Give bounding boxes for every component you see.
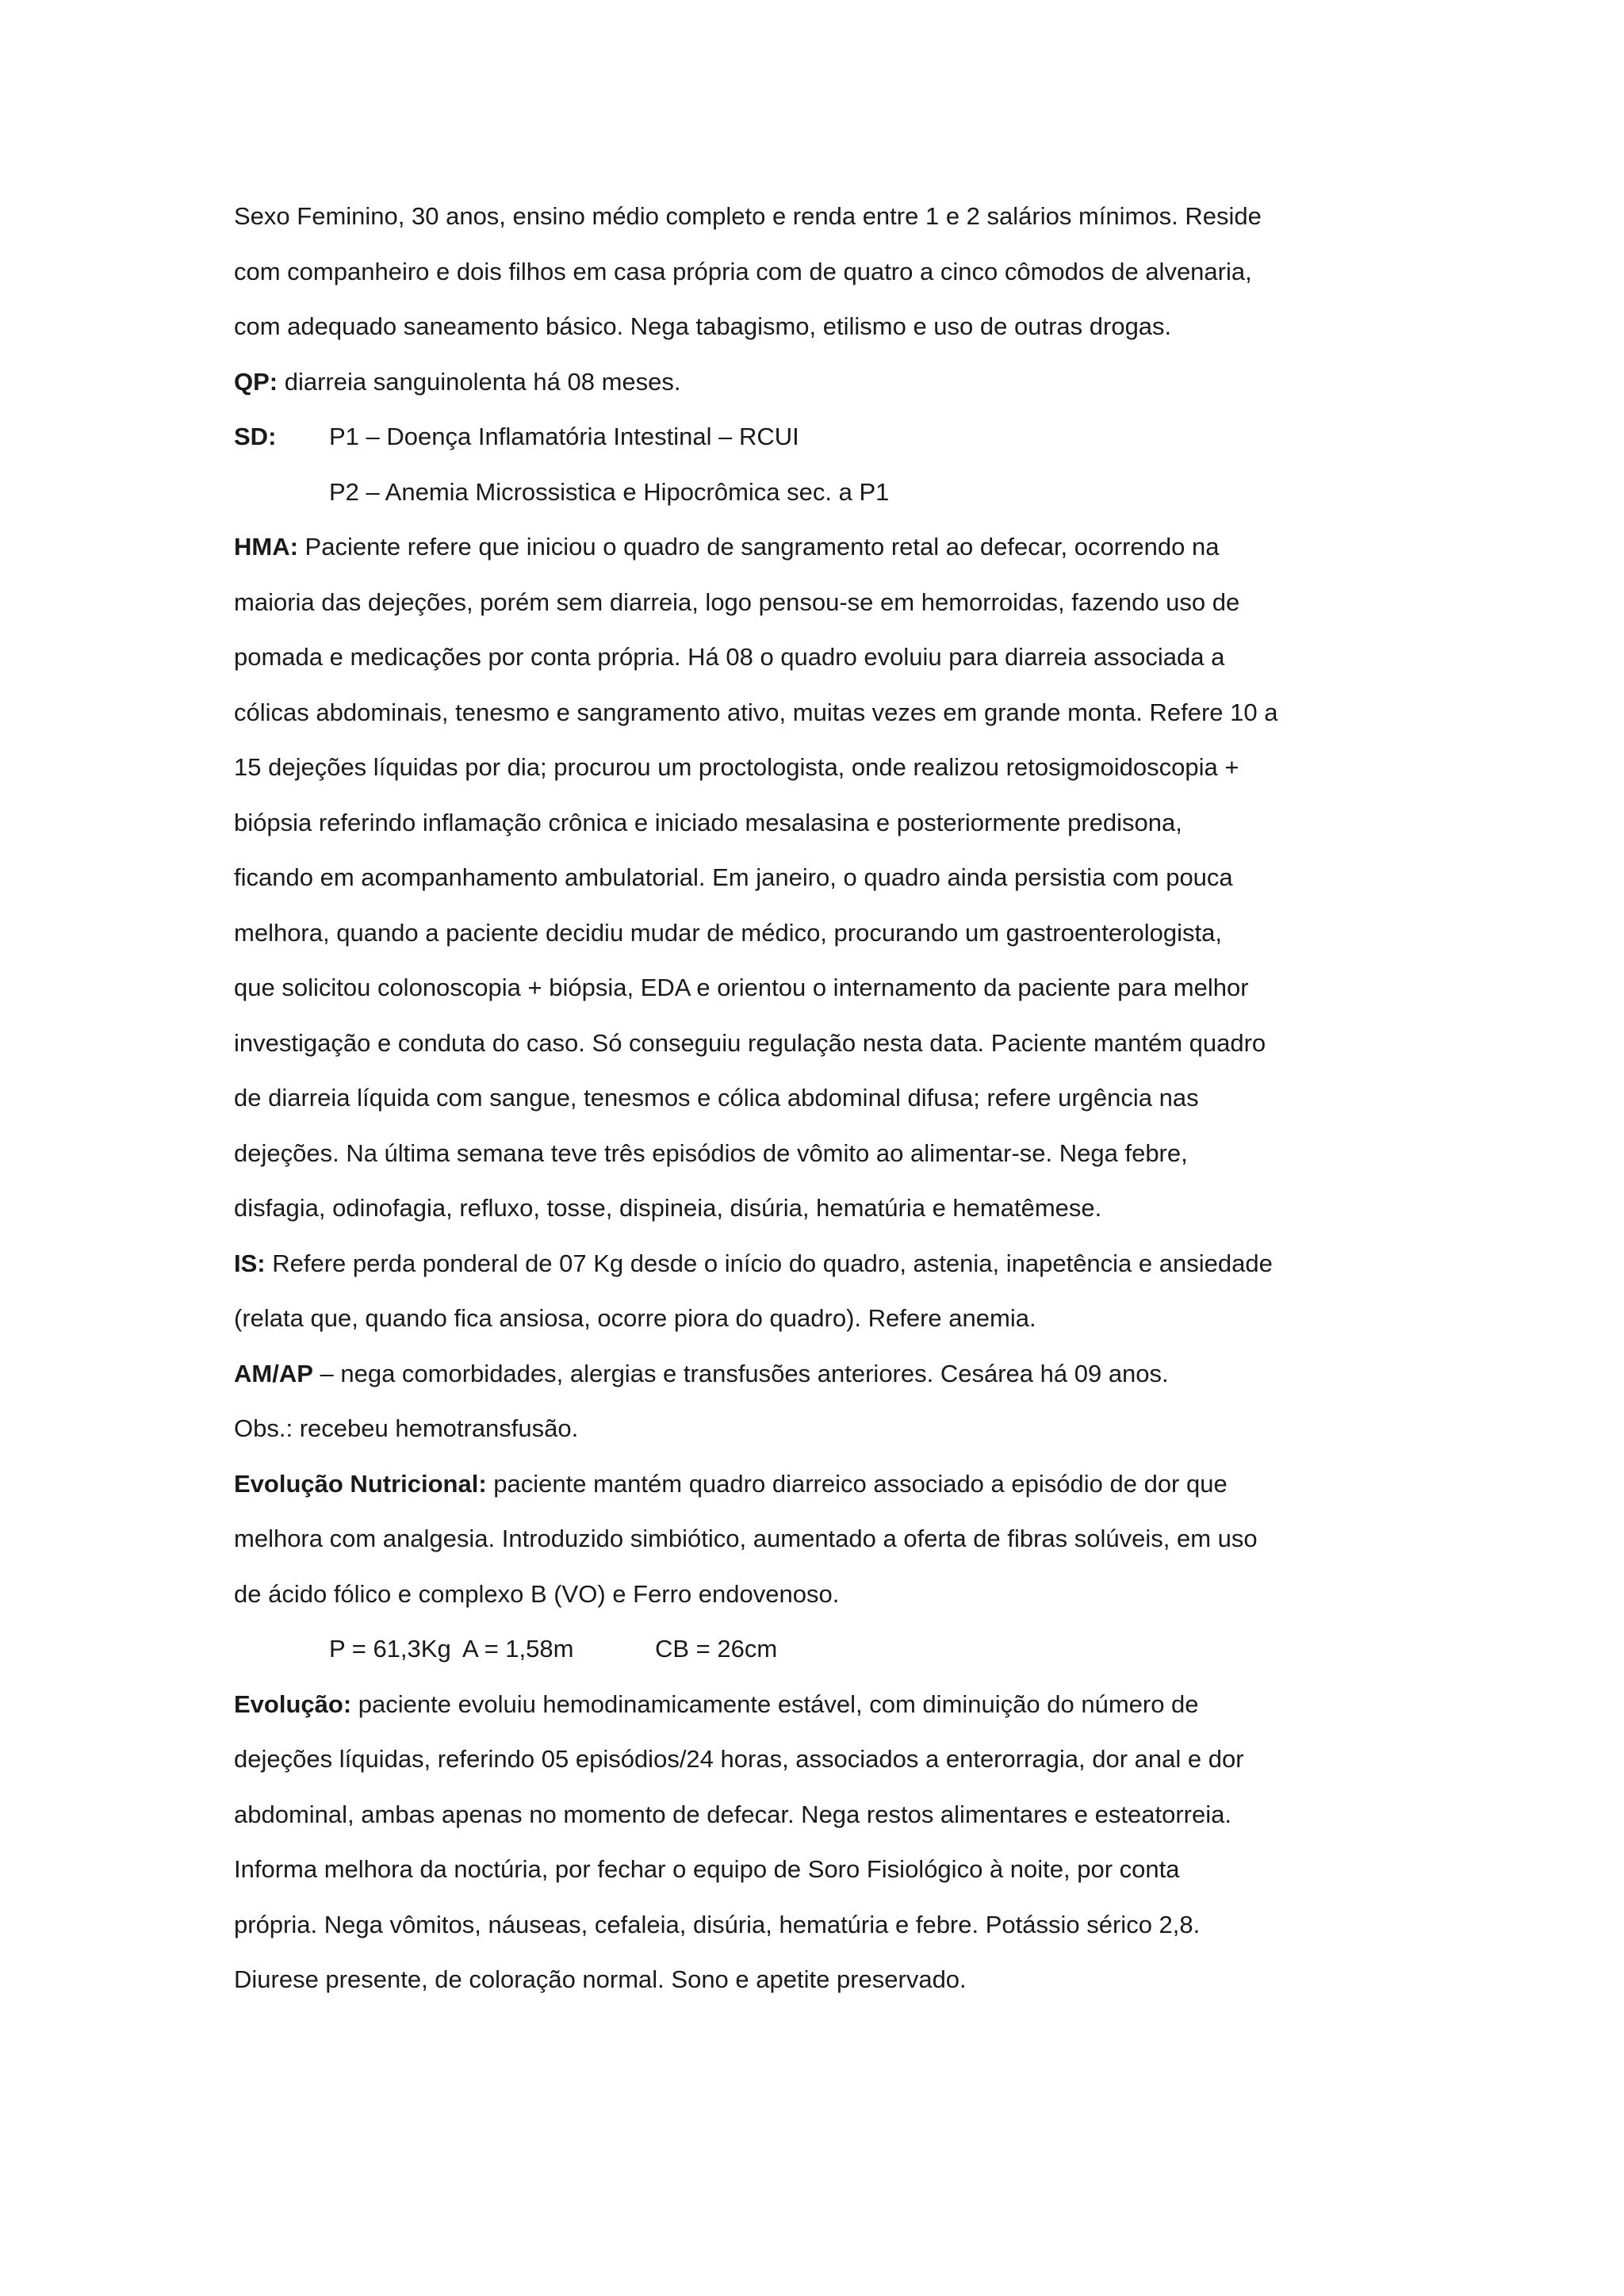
is-section bbox=[234, 1236, 1400, 1346]
nutritional-evolution-label: Evolução Nutricional: bbox=[234, 1469, 487, 1498]
hma-line: maioria das dejeções, porém sem diarreia, logo pensou-se em hemorroidas, fazendo uso de bbox=[234, 587, 1240, 616]
hma-line: cólicas abdominais, tenesmo e sangramento ativo, muitas vezes em grande monta. Refere 10 a bbox=[234, 698, 1278, 726]
clinical-case-document bbox=[234, 189, 1400, 2007]
hma-line: Paciente refere que iniciou o quadro de sangramento retal ao defecar, ocorrendo na bbox=[297, 533, 1220, 561]
sd-section bbox=[234, 409, 1400, 519]
evolution-line: paciente evoluiu hemodinamicamente estável, com diminuição do número de bbox=[351, 1689, 1199, 1718]
is-label: IS: bbox=[234, 1249, 266, 1277]
evolution-line: abdominal, ambas apenas no momento de defecar. Nega restos alimentares e esteatorreia. bbox=[234, 1800, 1231, 1828]
amap-section bbox=[234, 1346, 1400, 1402]
intro-line: com adequado saneamento básico. Nega tabagismo, etilismo e uso de outras drogas. bbox=[234, 312, 1172, 340]
evolution-line: Informa melhora da noctúria, por fechar o equipo de Soro Fisiológico à noite, por conta bbox=[234, 1855, 1180, 1883]
evolution-line: dejeções líquidas, referindo 05 episódios/24 horas, associados a enterorragia, dor anal e dor bbox=[234, 1745, 1244, 1773]
arm-circumference-measure: CB = 26cm bbox=[655, 1635, 778, 1663]
hma-label: HMA: bbox=[234, 533, 298, 561]
sd-p1: P1 – Doença Inflamatória Intestinal – RCUI bbox=[329, 423, 799, 450]
qp-label: QP: bbox=[234, 367, 278, 396]
hma-section bbox=[234, 519, 1400, 1236]
weight-measure: P = 61,3Kg bbox=[329, 1635, 451, 1663]
amap-label: AM/AP bbox=[234, 1359, 313, 1387]
hma-line: dejeções. Na última semana teve três episódios de vômito ao alimentar-se. Nega febre, bbox=[234, 1138, 1188, 1167]
hma-line: de diarreia líquida com sangue, tenesmos e cólica abdominal difusa; refere urgência nas bbox=[234, 1084, 1199, 1112]
nutritional-evolution-section bbox=[234, 1456, 1400, 1622]
is-line: (relata que, quando fica ansiosa, ocorre piora do quadro). Refere anemia. bbox=[234, 1304, 1036, 1332]
nutritional-evolution-line: de ácido fólico e complexo B (VO) e Ferro endovenoso. bbox=[234, 1579, 840, 1608]
hma-line: melhora, quando a paciente decidiu mudar de médico, procurando um gastroenterologista, bbox=[234, 918, 1222, 947]
nutritional-evolution-line: melhora com analgesia. Introduzido simbiótico, aumentado a oferta de fibras solúveis, em uso bbox=[234, 1525, 1258, 1552]
qp-text: diarreia sanguinolenta há 08 meses. bbox=[278, 367, 681, 396]
nutritional-evolution-line: paciente mantém quadro diarreico associado a episódio de dor que bbox=[486, 1469, 1228, 1498]
qp-section bbox=[234, 354, 1400, 410]
amap-text: – nega comorbidades, alergias e transfusões anteriores. Cesárea há 09 anos. bbox=[312, 1359, 1169, 1387]
anthropometric-measures bbox=[234, 1621, 1400, 1677]
obs-section bbox=[234, 1401, 1400, 1456]
evolution-line: própria. Nega vômitos, náuseas, cefaleia, disúria, hematúria e febre. Potássio sérico 2,8. bbox=[234, 1910, 1201, 1938]
intro-line: com companheiro e dois filhos em casa própria com de quatro a cinco cômodos de alvenaria, bbox=[234, 257, 1252, 285]
hma-line: biópsia referindo inflamação crônica e iniciado mesalasina e posteriormente predisona, bbox=[234, 808, 1182, 836]
is-line: Refere perda ponderal de 07 Kg desde o início do quadro, astenia, inapetência e ansiedade bbox=[265, 1249, 1273, 1277]
sd-p2: P2 – Anemia Microssistica e Hipocrômica sec. a P1 bbox=[329, 477, 890, 506]
hma-line: 15 dejeções líquidas por dia; procurou um proctologista, onde realizou retosigmoidoscopia + bbox=[234, 753, 1239, 781]
hma-line: ficando em acompanhamento ambulatorial. Em janeiro, o quadro ainda persistia com pouca bbox=[234, 863, 1233, 891]
patient-intro bbox=[234, 189, 1400, 354]
obs-text: Obs.: recebeu hemotransfusão. bbox=[234, 1414, 579, 1442]
evolution-section bbox=[234, 1677, 1400, 2007]
hma-line: investigação e conduta do caso. Só conseguiu regulação nesta data. Paciente mantém quadro bbox=[234, 1028, 1266, 1057]
height-measure: A = 1,58m bbox=[462, 1635, 574, 1663]
hma-line: disfagia, odinofagia, refluxo, tosse, dispineia, disúria, hematúria e hematêmese. bbox=[234, 1194, 1102, 1222]
hma-line: pomada e medicações por conta própria. Há 08 o quadro evoluiu para diarreia associada a bbox=[234, 643, 1225, 671]
evolution-label: Evolução: bbox=[234, 1689, 352, 1718]
sd-label: SD: bbox=[234, 423, 277, 450]
hma-line: que solicitou colonoscopia + biópsia, EDA e orientou o internamento da paciente para melhor bbox=[234, 974, 1249, 1001]
intro-line: Sexo Feminino, 30 anos, ensino médio completo e renda entre 1 e 2 salários mínimos. Reside bbox=[234, 202, 1262, 230]
evolution-line: Diurese presente, de coloração normal. Sono e apetite preservado. bbox=[234, 1965, 967, 1993]
